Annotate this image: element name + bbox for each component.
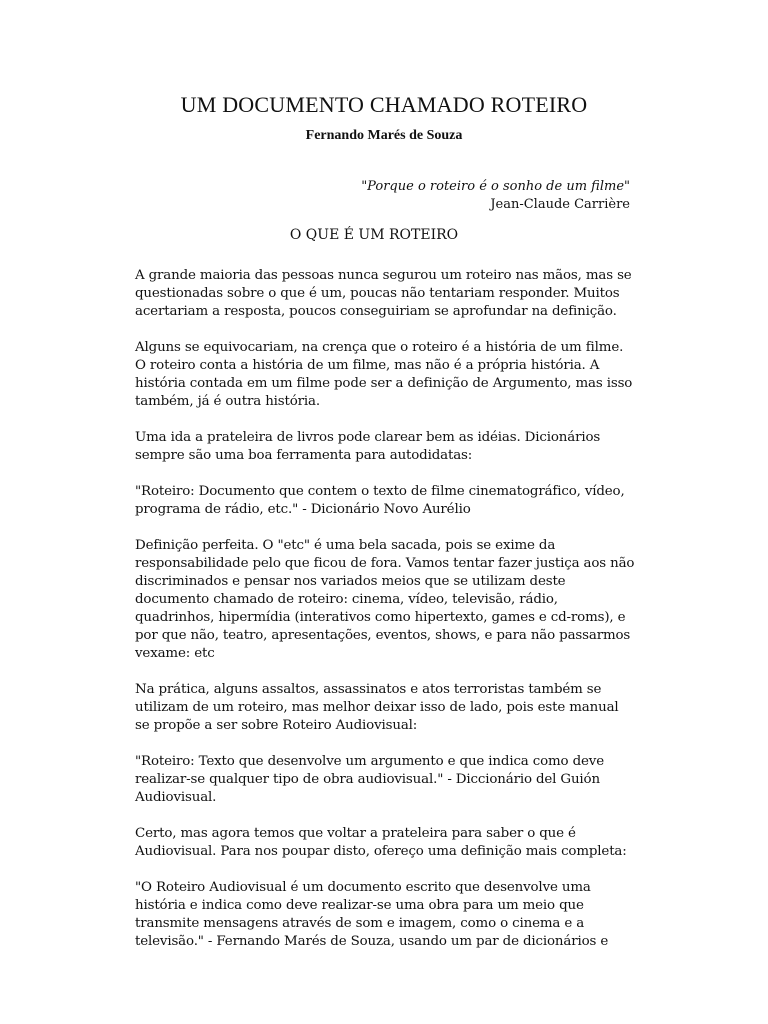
paragraph: Definição perfeita. O "etc" é uma bela sacada, pois se exime da responsabilidade pelo que ficou de fora. Vamos tentar fazer justiça aos não discriminados e pensar nos variados meios que se utilizam deste documento chamado de roteiro: cinema, vídeo, televisão, rádio, quadrinhos, hipermídia (interativos como hipertexto, games e cd-roms), e por que não, teatro, apresentações, eventos, shows, e para não passarmos vexame: etc [135, 538, 635, 661]
paragraph: "O Roteiro Audiovisual é um documento escrito que desenvolve uma história e indica como deve realizar-se uma obra para um meio que transmite mensagens através de som e imagem, como o cinema e a televisão." - Fernando Marés de Souza, usando um par de dicionários e [135, 880, 609, 949]
section-heading: O QUE É UM ROTEIRO [289, 227, 459, 243]
paragraph: "Roteiro: Documento que contem o texto de filme cinematográfico, vídeo, programa de rádio, etc." - Dicionário Novo Aurélio [135, 484, 625, 517]
epigraph-attribution: Jean-Claude Carrière [490, 197, 630, 212]
paragraph: "Roteiro: Texto que desenvolve um argumento e que indica como deve realizar-se qualquer tipo de obra audiovisual." - Diccionário del Guión Audiovisual. [135, 754, 604, 805]
epigraph-quote: "Porque o roteiro é o sonho de um filme" [361, 179, 630, 194]
document-body [135, 267, 635, 969]
document-title: UM DOCUMENTO CHAMADO ROTEIRO [180, 92, 588, 117]
paragraph: Uma ida a prateleira de livros pode clarear bem as idéias. Dicionários sempre são uma boa ferramenta para autodidatas: [135, 430, 601, 463]
paragraph: Alguns se equivocariam, na crença que o roteiro é a história de um filme. O roteiro conta a história de um filme, mas não é a própria história. A história contada em um filme pode ser a definição de Argumento, mas isso também, já é outra história. [135, 340, 633, 409]
epigraph [361, 178, 630, 214]
paragraph: A grande maioria das pessoas nunca segurou um roteiro nas mãos, mas se questionadas sobre o que é um, poucas não tentariam responder. Muitos acertariam a resposta, poucos conseguiriam se aprofundar na definição. [135, 268, 632, 319]
paragraph: Certo, mas agora temos que voltar a prateleira para saber o que é Audiovisual. Para nos poupar disto, ofereço uma definição mais completa: [135, 826, 627, 859]
paragraph: Na prática, alguns assaltos, assassinatos e atos terroristas também se utilizam de um roteiro, mas melhor deixar isso de lado, pois este manual se propõe a ser sobre Roteiro Audiovisual: [135, 682, 619, 733]
document-author: Fernando Marés de Souza [305, 128, 463, 143]
